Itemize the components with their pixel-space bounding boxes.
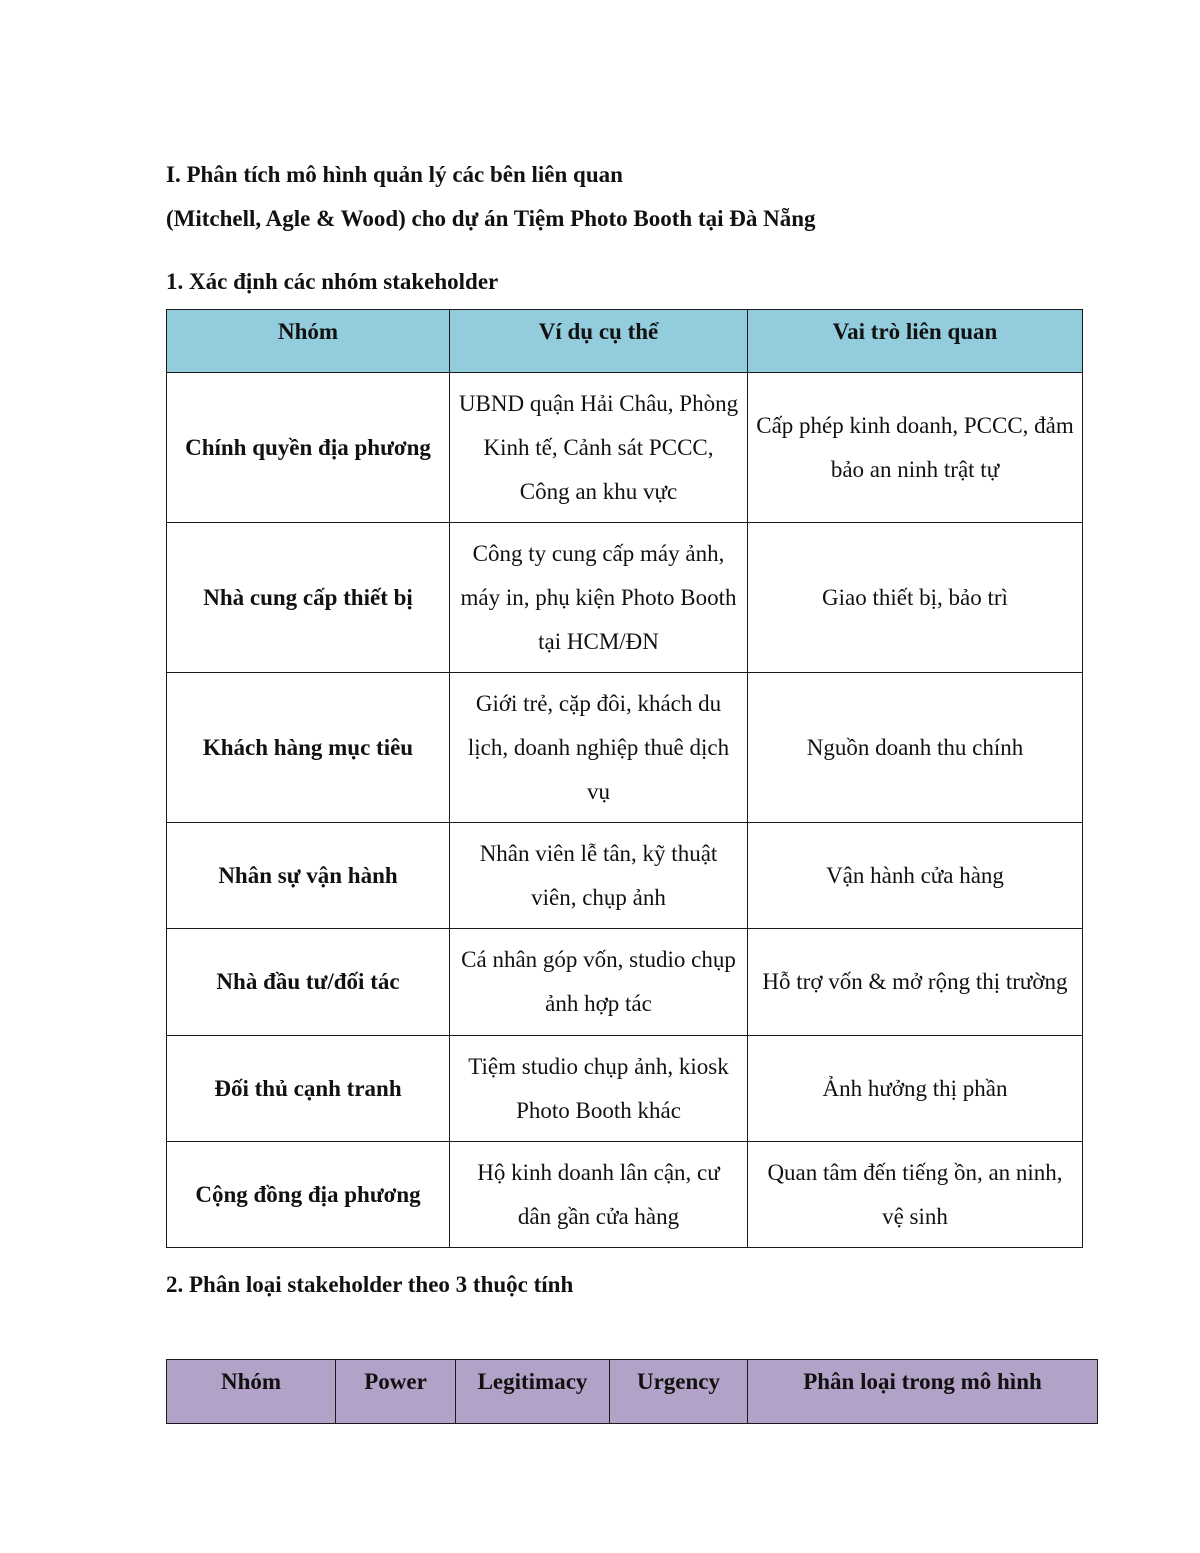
row-group: Cộng đồng địa phương bbox=[167, 1142, 450, 1248]
row-role: Hỗ trợ vốn & mở rộng thị trường bbox=[748, 929, 1083, 1036]
section-2-heading: 2. Phân loại stakeholder theo 3 thuộc tính bbox=[166, 1272, 574, 1297]
row-role: Vận hành cửa hàng bbox=[748, 823, 1083, 929]
row-group: Nhà cung cấp thiết bị bbox=[167, 523, 450, 673]
header-legitimacy: Legitimacy bbox=[456, 1360, 610, 1424]
header-role: Vai trò liên quan bbox=[748, 310, 1083, 373]
row-group: Nhân sự vận hành bbox=[167, 823, 450, 929]
row-example: Tiệm studio chụp ảnh, kiosk Photo Booth khác bbox=[450, 1036, 748, 1142]
row-group: Nhà đầu tư/đối tác bbox=[167, 929, 450, 1036]
table-row bbox=[167, 929, 1083, 1036]
table-row bbox=[167, 823, 1083, 929]
table-header-row bbox=[167, 1360, 1098, 1424]
header-classification: Phân loại trong mô hình bbox=[748, 1360, 1098, 1424]
table-row bbox=[167, 1142, 1083, 1248]
table-row bbox=[167, 1036, 1083, 1142]
row-example: Giới trẻ, cặp đôi, khách du lịch, doanh nghiệp thuê dịch vụ bbox=[450, 673, 748, 823]
stakeholder-table bbox=[166, 309, 1083, 1248]
row-role: Cấp phép kinh doanh, PCCC, đảm bảo an ninh trật tự bbox=[748, 373, 1083, 523]
document-title-line-1: I. Phân tích mô hình quản lý các bên liên quan bbox=[166, 162, 623, 187]
row-example: Nhân viên lễ tân, kỹ thuật viên, chụp ảnh bbox=[450, 823, 748, 929]
section-1-heading: 1. Xác định các nhóm stakeholder bbox=[166, 269, 499, 294]
row-example: Hộ kinh doanh lân cận, cư dân gần cửa hàng bbox=[450, 1142, 748, 1248]
row-role: Ảnh hưởng thị phần bbox=[748, 1036, 1083, 1142]
header-example: Ví dụ cụ thể bbox=[450, 310, 748, 373]
header-group: Nhóm bbox=[167, 1360, 336, 1424]
row-role: Nguồn doanh thu chính bbox=[748, 673, 1083, 823]
table-row bbox=[167, 373, 1083, 523]
table-row bbox=[167, 673, 1083, 823]
table-row bbox=[167, 523, 1083, 673]
header-group: Nhóm bbox=[167, 310, 450, 373]
header-urgency: Urgency bbox=[610, 1360, 748, 1424]
classification-table bbox=[166, 1359, 1098, 1424]
row-group: Đối thủ cạnh tranh bbox=[167, 1036, 450, 1142]
row-group: Khách hàng mục tiêu bbox=[167, 673, 450, 823]
header-power: Power bbox=[336, 1360, 456, 1424]
row-role: Giao thiết bị, bảo trì bbox=[748, 523, 1083, 673]
row-example: UBND quận Hải Châu, Phòng Kinh tế, Cảnh sát PCCC, Công an khu vực bbox=[450, 373, 748, 523]
table-header-row bbox=[167, 310, 1083, 373]
row-group: Chính quyền địa phương bbox=[167, 373, 450, 523]
document-title-line-2: (Mitchell, Agle & Wood) cho dự án Tiệm Photo Booth tại Đà Nẵng bbox=[166, 206, 816, 231]
row-example: Cá nhân góp vốn, studio chụp ảnh hợp tác bbox=[450, 929, 748, 1036]
row-role: Quan tâm đến tiếng ồn, an ninh, vệ sinh bbox=[748, 1142, 1083, 1248]
row-example: Công ty cung cấp máy ảnh, máy in, phụ kiện Photo Booth tại HCM/ĐN bbox=[450, 523, 748, 673]
